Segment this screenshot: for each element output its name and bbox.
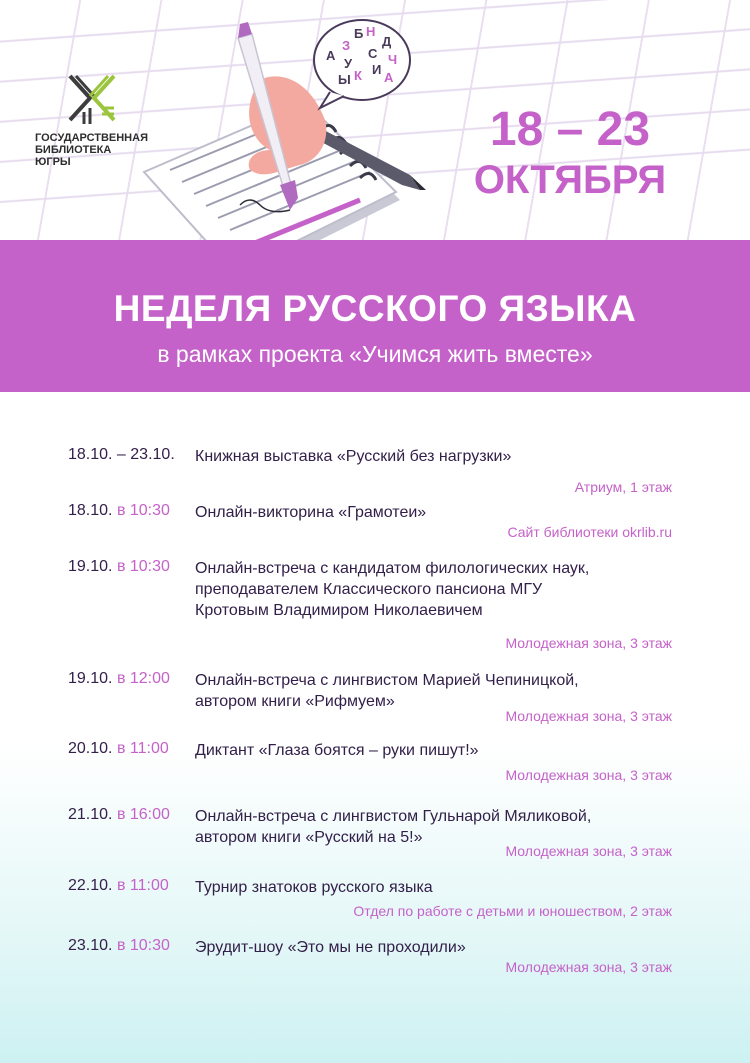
bubble-letter: Б (354, 26, 364, 41)
event-place: Молодежная зона, 3 этаж (505, 843, 672, 859)
event-title-line: Онлайн-встреча с лингвистом Гульнарой Мяликовой, (195, 808, 592, 825)
bubble-letter: К (354, 68, 362, 83)
event-day: 18.10. – 23.10. (68, 446, 175, 463)
event-place: Молодежная зона, 3 этаж (505, 959, 672, 975)
bubble-letter: Ы (338, 72, 351, 87)
event-title-line: Книжная выставка «Русский без нагрузки» (195, 448, 512, 465)
event-title (195, 502, 685, 523)
bubble-letter: А (326, 48, 336, 63)
event-place: Молодежная зона, 3 этаж (505, 635, 672, 651)
event-title (195, 740, 685, 761)
event-title (195, 558, 685, 621)
event-date (68, 806, 170, 824)
bubble-letter: И (372, 62, 382, 77)
event-day: 18.10. (68, 502, 113, 519)
library-name-line: ГОСУДАРСТВЕННАЯ (35, 132, 148, 144)
event-title-line: Онлайн-викторина «Грамотеи» (195, 504, 427, 521)
event-date (68, 446, 175, 464)
event-title-line: Кротовым Владимиром Николаевичем (195, 602, 483, 619)
event-place: Сайт библиотеки okrlib.ru (507, 524, 672, 540)
event-place: Молодежная зона, 3 этаж (505, 767, 672, 783)
event-title-line: преподавателем Классического пансиона МГУ (195, 581, 543, 598)
bubble-letter: С (368, 46, 378, 61)
event-title-line: Эрудит-шоу «Это мы не проходили» (195, 939, 466, 956)
event-dates (440, 104, 700, 204)
page-title: НЕДЕЛЯ РУССКОГО ЯЗЫКА (113, 288, 637, 329)
event-date (68, 877, 169, 895)
event-day: 21.10. (68, 806, 113, 823)
event-date (68, 670, 170, 688)
event-time: в 10:30 (116, 502, 170, 519)
event-title-line: автором книги «Рифмуем» (195, 693, 395, 710)
event-place: Атриум, 1 этаж (574, 479, 672, 495)
event-title-line: Онлайн-встреча с кандидатом филологических наук, (195, 560, 590, 577)
bubble-letter: У (344, 56, 353, 71)
event-title (195, 806, 685, 848)
event-place: Отдел по работе с детьми и юношеством, 2 этаж (353, 903, 672, 919)
event-day: 23.10. (68, 937, 113, 954)
event-time: в 11:00 (116, 877, 169, 894)
event-day: 22.10. (68, 877, 113, 894)
library-name-line: ЮГРЫ (35, 156, 71, 168)
event-time: в 11:00 (116, 740, 169, 757)
event-day: 20.10. (68, 740, 113, 757)
event-title (195, 446, 685, 467)
bubble-letter: А (384, 70, 394, 85)
bubble-letter: Ч (388, 52, 398, 67)
event-date (68, 502, 170, 520)
event-day: 19.10. (68, 670, 113, 687)
event-time: в 10:30 (116, 558, 170, 575)
bubble-letter: Н (366, 24, 376, 39)
event-time: в 12:00 (116, 670, 170, 687)
event-title (195, 877, 685, 898)
event-title-line: автором книги «Русский на 5!» (195, 829, 423, 846)
event-date (68, 937, 170, 955)
event-date (68, 740, 169, 758)
page-subtitle: в рамках проекта «Учимся жить вместе» (157, 341, 593, 367)
event-day: 19.10. (68, 558, 113, 575)
bubble-letter: Д (382, 34, 392, 49)
event-title-line: Турнир знатоков русского языка (195, 879, 433, 896)
event-date (68, 558, 170, 576)
bubble-letter: З (342, 38, 351, 53)
event-place: Молодежная зона, 3 этаж (505, 708, 672, 724)
library-name-line: БИБЛИОТЕКА (35, 144, 112, 156)
event-title-line: Онлайн-встреча с лингвистом Марией Чепиницкой, (195, 672, 579, 689)
speech-bubble-icon (300, 10, 420, 120)
event-title (195, 937, 685, 958)
date-month: ОКТЯБРЯ (473, 158, 667, 202)
event-title-line: Диктант «Глаза боятся – руки пишут!» (195, 742, 479, 759)
event-title (195, 670, 685, 712)
library-logo-icon (62, 68, 122, 128)
event-time: в 10:30 (116, 937, 170, 954)
date-range: 18 – 23 (489, 103, 651, 156)
event-time: в 16:00 (116, 806, 170, 823)
